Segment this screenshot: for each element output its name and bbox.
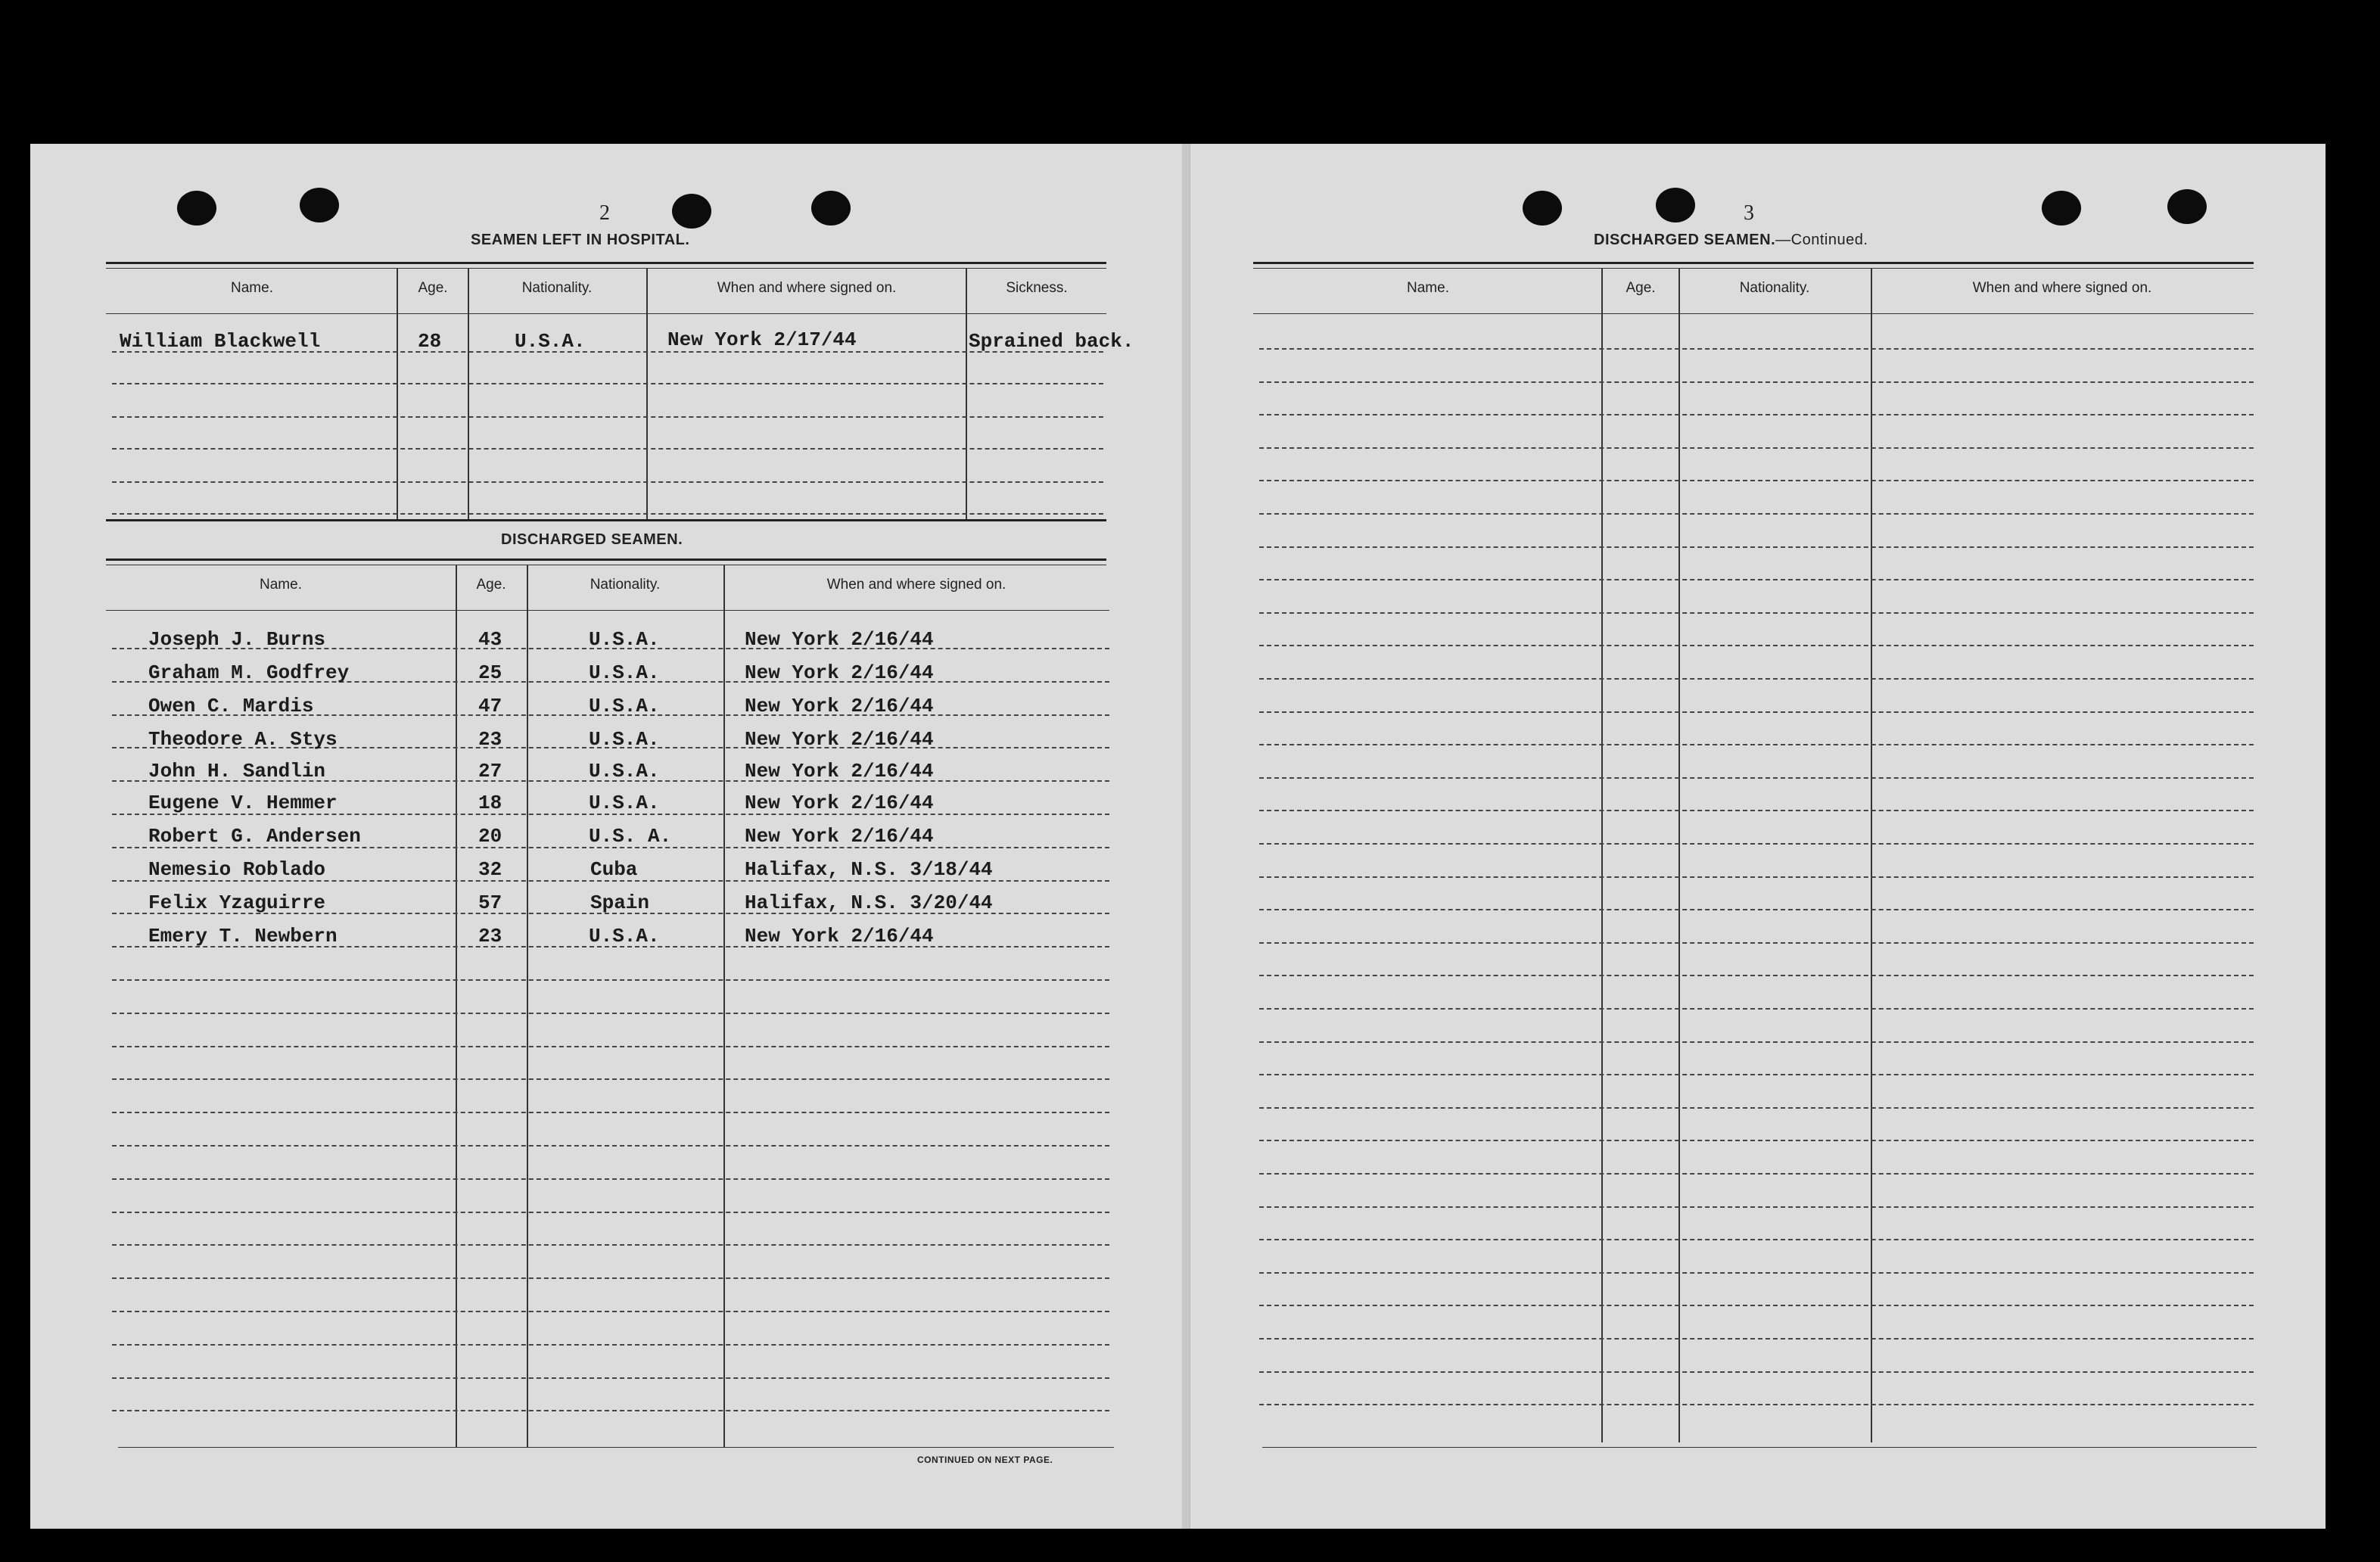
discharged-nationality: U.S.A. (589, 792, 660, 814)
discharged-nationality: U.S.A. (589, 760, 660, 783)
discharged-signed-on: Halifax, N.S. 3/20/44 (745, 891, 993, 914)
dotted-line (112, 1377, 1109, 1379)
dotted-line (1259, 1173, 2254, 1175)
hospital-age: 28 (418, 330, 442, 353)
discharged-name: Emery T. Newbern (148, 925, 338, 947)
discharged-nationality: U.S.A. (589, 628, 660, 651)
dotted-line (1259, 1371, 2254, 1373)
discharged-age: 20 (478, 825, 502, 848)
punch-hole (300, 188, 339, 222)
dotted-line (1259, 645, 2254, 646)
punch-hole (2042, 191, 2081, 226)
dotted-line (1259, 1305, 2254, 1306)
dotted-line (112, 1112, 1109, 1113)
table-rule (106, 559, 1106, 561)
dotted-line (1259, 1140, 2254, 1141)
dotted-line (112, 1410, 1109, 1411)
table-rule (1253, 262, 2254, 264)
column-header-signed-on: When and where signed on. (717, 280, 897, 296)
discharged-name: Felix Yzaguirre (148, 891, 326, 914)
dotted-line (1259, 348, 2254, 350)
right-section-title (1594, 232, 1868, 249)
dotted-line (1259, 975, 2254, 976)
dotted-line (1259, 612, 2254, 614)
dotted-line (1259, 711, 2254, 713)
dotted-line (112, 513, 1103, 515)
column-divider (456, 565, 457, 1447)
discharged-age: 25 (478, 661, 502, 684)
discharged-name: Graham M. Godfrey (148, 661, 350, 684)
dotted-line (112, 1344, 1109, 1346)
dotted-line (112, 1212, 1109, 1213)
dotted-line (1259, 876, 2254, 878)
discharged-signed-on: New York 2/16/44 (745, 825, 934, 848)
dotted-line (112, 481, 1103, 483)
discharged-name: Eugene V. Hemmer (148, 792, 338, 814)
dotted-line (112, 1013, 1109, 1014)
header-rule (106, 610, 1109, 611)
discharged-age: 47 (478, 695, 502, 717)
dotted-line (1259, 678, 2254, 680)
punch-hole (672, 194, 711, 229)
discharged-age: 23 (478, 728, 502, 751)
bottom-rule (1262, 1447, 2257, 1448)
page-number: 2 (599, 201, 610, 225)
discharged-nationality: U.S.A. (589, 695, 660, 717)
dotted-line (112, 383, 1103, 384)
header-rule (106, 313, 1106, 314)
dotted-line (112, 979, 1109, 981)
discharged-nationality: U.S. A. (589, 825, 672, 848)
dotted-line (112, 416, 1103, 418)
dotted-line (1259, 1008, 2254, 1010)
column-divider (1871, 268, 1872, 1442)
column-header-age: Age. (418, 280, 448, 296)
column-header-age: Age. (1626, 280, 1656, 296)
table-rule (106, 268, 1106, 269)
table-rule (1253, 268, 2254, 269)
column-header-nationality: Nationality. (590, 577, 661, 593)
dotted-line (1259, 942, 2254, 944)
discharged-nationality: U.S.A. (589, 661, 660, 684)
punch-hole (811, 191, 851, 226)
column-header-name: Name. (231, 280, 273, 296)
dotted-line (1259, 744, 2254, 745)
discharged-signed-on: New York 2/16/44 (745, 925, 934, 947)
discharged-signed-on: New York 2/16/44 (745, 760, 934, 783)
dotted-line (112, 1178, 1109, 1180)
discharged-age: 27 (478, 760, 502, 783)
bottom-rule (118, 1447, 1114, 1448)
right-section-title-suffix: —Continued. (1775, 232, 1868, 248)
punch-hole (177, 191, 216, 226)
dotted-line (1259, 1239, 2254, 1240)
continued-footnote: CONTINUED ON NEXT PAGE. (917, 1455, 1053, 1465)
dotted-line (112, 1311, 1109, 1312)
binding-spine (1182, 144, 1190, 1529)
hospital-signed-on: New York 2/17/44 (667, 328, 857, 351)
dotted-line (1259, 1404, 2254, 1405)
column-header-name: Name. (260, 577, 302, 593)
dotted-line (1259, 414, 2254, 415)
discharged-name: Joseph J. Burns (148, 628, 326, 651)
hospital-sickness: Sprained back. (969, 330, 1134, 353)
dotted-line (1259, 777, 2254, 779)
dotted-line (1259, 1206, 2254, 1208)
discharged-age: 18 (478, 792, 502, 814)
table-rule (106, 262, 1106, 264)
discharged-age: 32 (478, 858, 502, 881)
column-divider (527, 565, 528, 1447)
discharged-section-title: DISCHARGED SEAMEN. (501, 531, 683, 548)
dotted-line (1259, 810, 2254, 811)
discharged-name: Robert G. Andersen (148, 825, 361, 848)
column-header-age: Age. (476, 577, 506, 593)
discharged-signed-on: New York 2/16/44 (745, 661, 934, 684)
discharged-signed-on: New York 2/16/44 (745, 728, 934, 751)
hospital-nationality: U.S.A. (515, 330, 586, 353)
discharged-nationality: Spain (590, 891, 650, 914)
dotted-line (112, 448, 1103, 450)
discharged-signed-on: Halifax, N.S. 3/18/44 (745, 858, 993, 881)
dotted-line (1259, 909, 2254, 910)
discharged-age: 43 (478, 628, 502, 651)
column-divider (723, 565, 725, 1447)
discharged-nationality: U.S.A. (589, 925, 660, 947)
column-header-sickness: Sickness. (1006, 280, 1068, 296)
hospital-name: William Blackwell (120, 330, 321, 353)
column-header-signed-on: When and where signed on. (826, 577, 1006, 593)
page-number: 3 (1744, 201, 1754, 225)
dotted-line (1259, 1338, 2254, 1340)
discharged-nationality: U.S.A. (589, 728, 660, 751)
dotted-line (112, 1145, 1109, 1147)
dotted-line (1259, 579, 2254, 580)
column-header-nationality: Nationality. (1739, 280, 1810, 296)
column-header-name: Name. (1407, 280, 1449, 296)
header-rule (1253, 313, 2254, 314)
discharged-age: 23 (478, 925, 502, 947)
dotted-line (1259, 480, 2254, 481)
dotted-line (1259, 1074, 2254, 1075)
dotted-line (1259, 843, 2254, 845)
dotted-line (112, 1046, 1109, 1047)
column-divider (1678, 268, 1680, 1442)
dotted-line (1259, 447, 2254, 449)
discharged-signed-on: New York 2/16/44 (745, 792, 934, 814)
dotted-line (1259, 513, 2254, 515)
dotted-line (1259, 1107, 2254, 1109)
section-rule (106, 519, 1106, 521)
discharged-age: 57 (478, 891, 502, 914)
dotted-line (112, 1244, 1109, 1246)
discharged-name: Owen C. Mardis (148, 695, 314, 717)
discharged-name: John H. Sandlin (148, 760, 326, 783)
dotted-line (1259, 546, 2254, 548)
discharged-signed-on: New York 2/16/44 (745, 695, 934, 717)
dotted-line (1259, 1272, 2254, 1274)
dotted-line (112, 1078, 1109, 1080)
right-page (1188, 144, 2326, 1529)
dotted-line (1259, 381, 2254, 383)
right-section-title-text: DISCHARGED SEAMEN. (1594, 232, 1776, 248)
column-header-nationality: Nationality. (521, 280, 593, 296)
column-divider (1601, 268, 1603, 1442)
discharged-name: Theodore A. Stys (148, 728, 338, 751)
punch-hole (2167, 189, 2207, 224)
dotted-line (112, 1277, 1109, 1279)
hospital-section-title: SEAMEN LEFT IN HOSPITAL. (471, 232, 690, 248)
discharged-signed-on: New York 2/16/44 (745, 628, 934, 651)
column-header-signed-on: When and where signed on. (1972, 280, 2152, 296)
discharged-name: Nemesio Roblado (148, 858, 326, 881)
punch-hole (1656, 188, 1695, 222)
dotted-line (1259, 1041, 2254, 1043)
discharged-nationality: Cuba (590, 858, 638, 881)
punch-hole (1523, 191, 1562, 226)
